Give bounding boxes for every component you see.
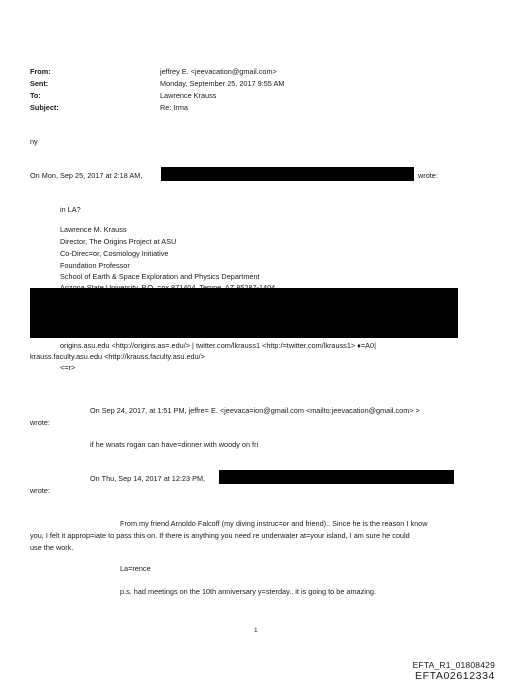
reply-text: ny	[30, 137, 38, 146]
paragraph-line: From my friend Arnoldo Falcoff (my diving instruc=or and friend).. Since he is the reason I know	[120, 519, 428, 528]
rogan-text: if he wnats rogan can have=dinner with woody on fri	[90, 440, 259, 449]
footer-id-small: EFTA_R1_01808429	[412, 660, 495, 670]
quote1-suffix: wrote:	[418, 171, 438, 180]
quote2-wrote: wrote:	[30, 418, 50, 427]
subject-value: Re: Irma	[160, 103, 188, 112]
signature-line: School of Earth & Space Exploration and Physics Department	[60, 272, 260, 281]
quote1-prefix: On Mon, Sep 25, 2017 at 2:18 AM,	[30, 171, 143, 180]
from-label: From:	[30, 67, 51, 76]
question-text: in LA?	[60, 205, 81, 214]
from-value: jeffrey E. <jeevacation@gmail.com>	[160, 67, 277, 76]
signature-links: origins.asu.edu <http://origins.as=.edu/> | twitter.com/lkrauss1 <http:/=twitter.com/lkrauss1> ♦=A0|	[60, 341, 376, 350]
signature-links: krauss.faculty.asu.edu <http://krauss.faculty.asu.edu/>	[30, 352, 205, 361]
signature-line: Director, The Origins Project at ASU	[60, 237, 177, 246]
paragraph-line: use the work.	[30, 543, 74, 552]
signature-line: Co-Direc=or, Cosmology Initiative	[60, 249, 169, 258]
sign-off: La=rence	[120, 564, 151, 573]
page-number: 1	[254, 627, 258, 634]
sent-value: Monday, September 25, 2017 9:55 AM	[160, 79, 285, 88]
quote3-prefix: On Thu, Sep 14, 2017 at 12:23 PM,	[90, 474, 206, 483]
redaction-box	[161, 167, 414, 181]
ps-text: p.s. had meetings on the 10th anniversary y=sterday.. it is going to be amazing.	[120, 587, 377, 596]
signature-line: Foundation Professor	[60, 261, 130, 270]
paragraph-line: you, I felt it approp=iate to pass this on. If there is anything you need re underwater at=your island, I am sure he could	[30, 531, 410, 540]
redaction-box	[219, 470, 454, 484]
signature-links: <=r>	[60, 363, 76, 372]
quote3-wrote: wrote:	[30, 486, 50, 495]
to-label: To:	[30, 91, 41, 100]
footer-id-large: EFTA02612334	[415, 670, 495, 682]
sent-label: Sent:	[30, 79, 49, 88]
to-value: Lawrence Krauss	[160, 91, 217, 100]
redaction-box	[30, 288, 458, 338]
signature-name: Lawrence M. Krauss	[60, 225, 127, 234]
quote2-line: On Sep 24, 2017, at 1:51 PM, jeffre= E. <jeevaca=ion@gmail.com <mailto:jeevacation@gmail.com> >	[90, 406, 420, 415]
subject-label: Subject:	[30, 103, 59, 112]
